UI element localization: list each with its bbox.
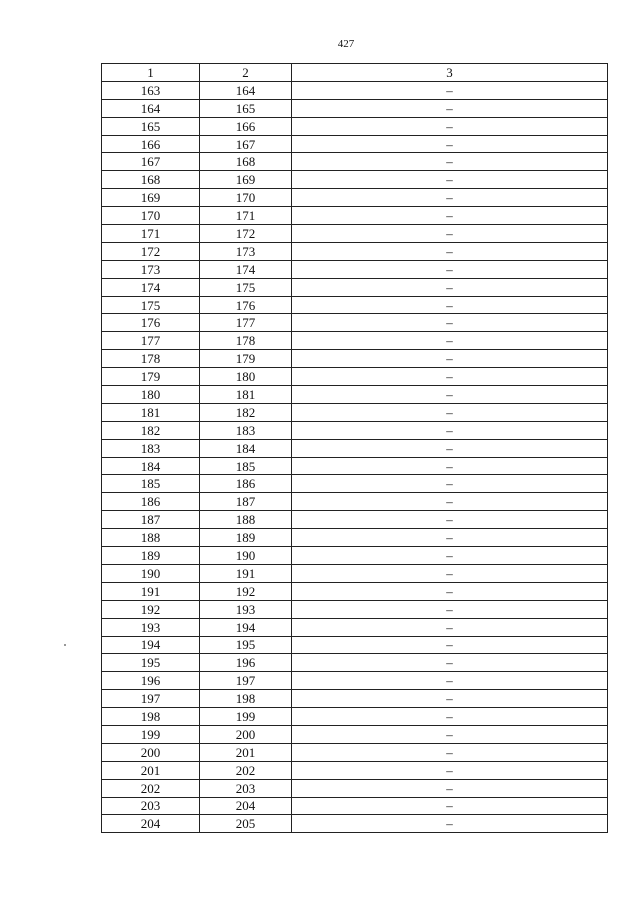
table-cell-col-2: 203 [200,779,292,797]
table-cell-col-2: 166 [200,117,292,135]
table-cell-col-1: 184 [102,457,200,475]
table-cell-col-1: 183 [102,439,200,457]
table-cell-col-2: 187 [200,493,292,511]
table-cell-col-3: – [292,475,608,493]
page-number: 427 [337,38,355,50]
table-cell-col-2: 188 [200,511,292,529]
table-cell-col-3: – [292,260,608,278]
table-cell-col-2: 171 [200,207,292,225]
table-cell-col-3: – [292,743,608,761]
table-cell-col-1: 173 [102,260,200,278]
table-cell-col-3: – [292,225,608,243]
table-cell-col-2: 199 [200,708,292,726]
table-cell-col-3: – [292,761,608,779]
table-cell-col-2: 165 [200,99,292,117]
table-row [102,296,608,314]
table-row [102,582,608,600]
table-cell-col-2: 198 [200,690,292,708]
table-cell-col-2: 183 [200,421,292,439]
table-row [102,511,608,529]
table-row [102,797,608,815]
table-cell-col-2: 197 [200,672,292,690]
table-cell-col-1: 167 [102,153,200,171]
table-cell-col-3: – [292,708,608,726]
table-cell-col-2: 184 [200,439,292,457]
table-body [102,81,608,832]
table-row [102,117,608,135]
table-row [102,153,608,171]
table-cell-col-3: – [292,600,608,618]
table-row [102,368,608,386]
table-cell-col-2: 195 [200,636,292,654]
table-cell-col-2: 181 [200,386,292,404]
table-row [102,314,608,332]
table-cell-col-1: 194 [102,636,200,654]
table-cell-col-1: 198 [102,708,200,726]
table-cell-col-1: 172 [102,242,200,260]
table-cell-col-1: 176 [102,314,200,332]
table-cell-col-3: – [292,797,608,815]
concordance-table [101,63,608,833]
table-cell-col-1: 191 [102,582,200,600]
table-cell-col-2: 168 [200,153,292,171]
table-cell-col-3: – [292,654,608,672]
table-row [102,547,608,565]
table-cell-col-1: 202 [102,779,200,797]
table-cell-col-2: 173 [200,242,292,260]
table-row [102,242,608,260]
table-cell-col-2: 191 [200,564,292,582]
table-row [102,725,608,743]
table-row [102,815,608,833]
table-cell-col-2: 164 [200,81,292,99]
table-row [102,189,608,207]
table-row [102,672,608,690]
table-row [102,564,608,582]
table-cell-col-1: 189 [102,547,200,565]
table-row [102,225,608,243]
table-cell-col-1: 180 [102,386,200,404]
table-cell-col-1: 165 [102,117,200,135]
table-cell-col-1: 164 [102,99,200,117]
table-cell-col-1: 188 [102,529,200,547]
table-row [102,493,608,511]
table-cell-col-2: 174 [200,260,292,278]
table-header [102,64,608,82]
table-cell-col-1: 185 [102,475,200,493]
table-row [102,403,608,421]
table-cell-col-2: 194 [200,618,292,636]
table-row [102,600,608,618]
table-cell-col-2: 175 [200,278,292,296]
table-row [102,708,608,726]
table-row [102,135,608,153]
table-cell-col-2: 192 [200,582,292,600]
table-cell-col-3: – [292,386,608,404]
table-cell-col-2: 185 [200,457,292,475]
table-cell-col-3: – [292,332,608,350]
table-row [102,332,608,350]
table-cell-col-3: – [292,690,608,708]
table-row [102,260,608,278]
table-cell-col-2: 178 [200,332,292,350]
table-cell-col-2: 200 [200,725,292,743]
table-cell-col-2: 201 [200,743,292,761]
table-cell-col-1: 195 [102,654,200,672]
table-cell-col-1: 174 [102,278,200,296]
table-cell-col-1: 204 [102,815,200,833]
table-cell-col-1: 192 [102,600,200,618]
table-cell-col-2: 193 [200,600,292,618]
table-cell-col-1: 179 [102,368,200,386]
table-cell-col-1: 187 [102,511,200,529]
table-cell-col-3: – [292,314,608,332]
table-row [102,439,608,457]
table-cell-col-3: – [292,81,608,99]
table-cell-col-3: – [292,457,608,475]
table-cell-col-1: 193 [102,618,200,636]
table-row [102,207,608,225]
table-cell-col-1: 201 [102,761,200,779]
table-row [102,475,608,493]
table-cell-col-2: 179 [200,350,292,368]
table-cell-col-3: – [292,439,608,457]
table-cell-col-3: – [292,636,608,654]
table-cell-col-3: – [292,189,608,207]
table-row [102,386,608,404]
table-cell-col-1: 171 [102,225,200,243]
table-cell-col-1: 196 [102,672,200,690]
table-cell-col-1: 197 [102,690,200,708]
table-cell-col-3: – [292,350,608,368]
table-cell-col-3: – [292,153,608,171]
table-cell-col-3: – [292,278,608,296]
table-cell-col-3: – [292,421,608,439]
table-cell-col-3: – [292,564,608,582]
table-cell-col-3: – [292,547,608,565]
table-cell-col-3: – [292,582,608,600]
table-cell-col-3: – [292,403,608,421]
table-cell-col-1: 199 [102,725,200,743]
table-cell-col-1: 163 [102,81,200,99]
table-cell-col-2: 170 [200,189,292,207]
table-cell-col-1: 181 [102,403,200,421]
table-cell-col-2: 196 [200,654,292,672]
table-cell-col-1: 177 [102,332,200,350]
table-row [102,81,608,99]
table-cell-col-3: – [292,529,608,547]
table-row [102,743,608,761]
table-cell-col-2: 180 [200,368,292,386]
table-cell-col-1: 203 [102,797,200,815]
column-header-3: 3 [292,64,608,82]
table-row [102,779,608,797]
table-cell-col-1: 182 [102,421,200,439]
table-cell-col-3: – [292,672,608,690]
header-row [102,64,608,82]
table-cell-col-3: – [292,511,608,529]
table-cell-col-2: 190 [200,547,292,565]
table-row [102,99,608,117]
table-row [102,278,608,296]
table-cell-col-1: 200 [102,743,200,761]
table-row [102,690,608,708]
table-cell-col-2: 204 [200,797,292,815]
table-cell-col-1: 168 [102,171,200,189]
table-row [102,421,608,439]
table-cell-col-3: – [292,779,608,797]
table-row [102,636,608,654]
table-row [102,618,608,636]
table-cell-col-2: 182 [200,403,292,421]
table-cell-col-1: 166 [102,135,200,153]
table-cell-col-2: 186 [200,475,292,493]
table-cell-col-3: – [292,171,608,189]
table-cell-col-2: 189 [200,529,292,547]
table-cell-col-2: 202 [200,761,292,779]
table-cell-col-2: 172 [200,225,292,243]
table-cell-col-3: – [292,725,608,743]
column-header-1: 1 [102,64,200,82]
table-cell-col-1: 178 [102,350,200,368]
table-row [102,761,608,779]
table-cell-col-1: 170 [102,207,200,225]
table-row [102,171,608,189]
column-header-2: 2 [200,64,292,82]
table-cell-col-3: – [292,368,608,386]
stray-mark [64,644,66,646]
table-cell-col-2: 176 [200,296,292,314]
table-cell-col-1: 186 [102,493,200,511]
table-cell-col-1: 190 [102,564,200,582]
table-cell-col-1: 169 [102,189,200,207]
table-cell-col-3: – [292,296,608,314]
table-cell-col-2: 167 [200,135,292,153]
table-row [102,457,608,475]
table-cell-col-3: – [292,493,608,511]
table-cell-col-2: 205 [200,815,292,833]
table-row [102,529,608,547]
table-row [102,350,608,368]
table-cell-col-3: – [292,135,608,153]
table-cell-col-3: – [292,207,608,225]
table-cell-col-3: – [292,242,608,260]
table-cell-col-1: 175 [102,296,200,314]
table-cell-col-3: – [292,117,608,135]
table-cell-col-3: – [292,99,608,117]
table-cell-col-2: 169 [200,171,292,189]
table-cell-col-2: 177 [200,314,292,332]
table-cell-col-3: – [292,815,608,833]
table-cell-col-3: – [292,618,608,636]
table-row [102,654,608,672]
